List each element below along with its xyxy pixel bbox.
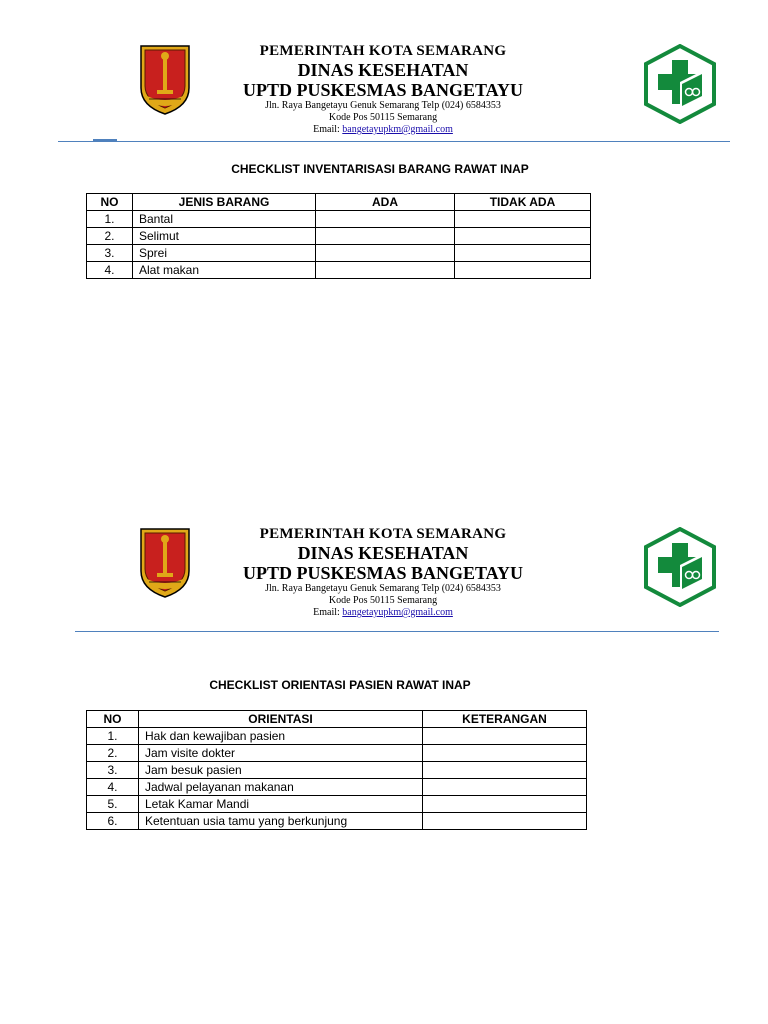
row-item: Hak dan kewajiban pasien: [139, 728, 423, 745]
row-item: Ketentuan usia tamu yang berkunjung: [139, 813, 423, 830]
orientation-table: [86, 710, 587, 830]
email-link[interactable]: bangetayupkm@gmail.com: [342, 124, 453, 135]
row-no: 4.: [87, 779, 139, 796]
check-ada-cell[interactable]: [316, 245, 455, 262]
row-item: Jam visite dokter: [139, 745, 423, 762]
department-name: DINAS KESEHATAN: [297, 60, 469, 80]
city-crest-icon: [139, 44, 191, 116]
city-crest-icon: [139, 527, 191, 599]
puskesmas-logo-icon: [644, 527, 716, 607]
check-tidak-ada-cell[interactable]: [455, 228, 591, 245]
check-ada-cell[interactable]: [316, 228, 455, 245]
table-row: [87, 228, 591, 245]
table-row: [87, 245, 591, 262]
keterangan-cell[interactable]: [423, 728, 587, 745]
row-no: 2.: [87, 745, 139, 762]
section2-title: CHECKLIST ORIENTASI PASIEN RAWAT INAP: [209, 678, 471, 692]
row-item: Sprei: [133, 245, 316, 262]
address: Jln. Raya Bangetayu Genuk Semarang Telp (024) 6584353: [265, 583, 501, 594]
row-no: 1.: [87, 728, 139, 745]
keterangan-cell[interactable]: [423, 779, 587, 796]
letterhead-text: [200, 42, 566, 136]
row-no: 3.: [87, 245, 133, 262]
check-tidak-ada-cell[interactable]: [455, 245, 591, 262]
col-ada: ADA: [316, 194, 455, 211]
col-no: NO: [87, 194, 133, 211]
puskesmas-logo-icon: [644, 44, 716, 124]
row-no: 1.: [87, 211, 133, 228]
email-line: [200, 124, 566, 136]
table-row: [87, 796, 587, 813]
table-row: [87, 728, 587, 745]
table-row: [87, 762, 587, 779]
header-rule-1: [58, 141, 730, 142]
row-no: 2.: [87, 228, 133, 245]
email-label: Email:: [313, 124, 343, 135]
department-name: DINAS KESEHATAN: [297, 543, 469, 563]
row-no: 3.: [87, 762, 139, 779]
row-no: 4.: [87, 262, 133, 279]
row-item: Alat makan: [133, 262, 316, 279]
row-no: 6.: [87, 813, 139, 830]
table-header-row: [87, 711, 587, 728]
address: Jln. Raya Bangetayu Genuk Semarang Telp (024) 6584353: [265, 100, 501, 111]
keterangan-cell[interactable]: [423, 745, 587, 762]
row-item: Letak Kamar Mandi: [139, 796, 423, 813]
check-ada-cell[interactable]: [316, 262, 455, 279]
table-row: [87, 813, 587, 830]
keterangan-cell[interactable]: [423, 813, 587, 830]
inventory-table: [86, 193, 591, 279]
email-line: [200, 607, 566, 619]
table-row: [87, 745, 587, 762]
row-item: Selimut: [133, 228, 316, 245]
col-tidak-ada: TIDAK ADA: [455, 194, 591, 211]
col-jenis-barang: JENIS BARANG: [133, 194, 316, 211]
col-orientasi: ORIENTASI: [139, 711, 423, 728]
government-name: PEMERINTAH KOTA SEMARANG: [259, 43, 507, 59]
keterangan-cell[interactable]: [423, 762, 587, 779]
col-no: NO: [87, 711, 139, 728]
row-no: 5.: [87, 796, 139, 813]
email-label: Email:: [313, 607, 343, 618]
check-ada-cell[interactable]: [316, 211, 455, 228]
check-tidak-ada-cell[interactable]: [455, 211, 591, 228]
col-keterangan: KETERANGAN: [423, 711, 587, 728]
letterhead-2: [0, 523, 768, 623]
email-link[interactable]: bangetayupkm@gmail.com: [342, 607, 453, 618]
row-item: Jam besuk pasien: [139, 762, 423, 779]
letterhead-text: [200, 525, 566, 619]
postal-code: Kode Pos 50115 Semarang: [328, 595, 438, 606]
table-row: [87, 262, 591, 279]
row-item: Bantal: [133, 211, 316, 228]
keterangan-cell[interactable]: [423, 796, 587, 813]
table-row: [87, 211, 591, 228]
institution-name: UPTD PUSKESMAS BANGETAYU: [242, 80, 524, 100]
postal-code: Kode Pos 50115 Semarang: [328, 112, 438, 123]
government-name: PEMERINTAH KOTA SEMARANG: [259, 526, 507, 542]
letterhead-1: [0, 40, 768, 140]
table-row: [87, 779, 587, 796]
check-tidak-ada-cell[interactable]: [455, 262, 591, 279]
row-item: Jadwal pelayanan makanan: [139, 779, 423, 796]
header-rule-2: [75, 631, 719, 632]
table-header-row: [87, 194, 591, 211]
section1-title: CHECKLIST INVENTARISASI BARANG RAWAT INAP: [231, 162, 529, 176]
institution-name: UPTD PUSKESMAS BANGETAYU: [242, 563, 524, 583]
